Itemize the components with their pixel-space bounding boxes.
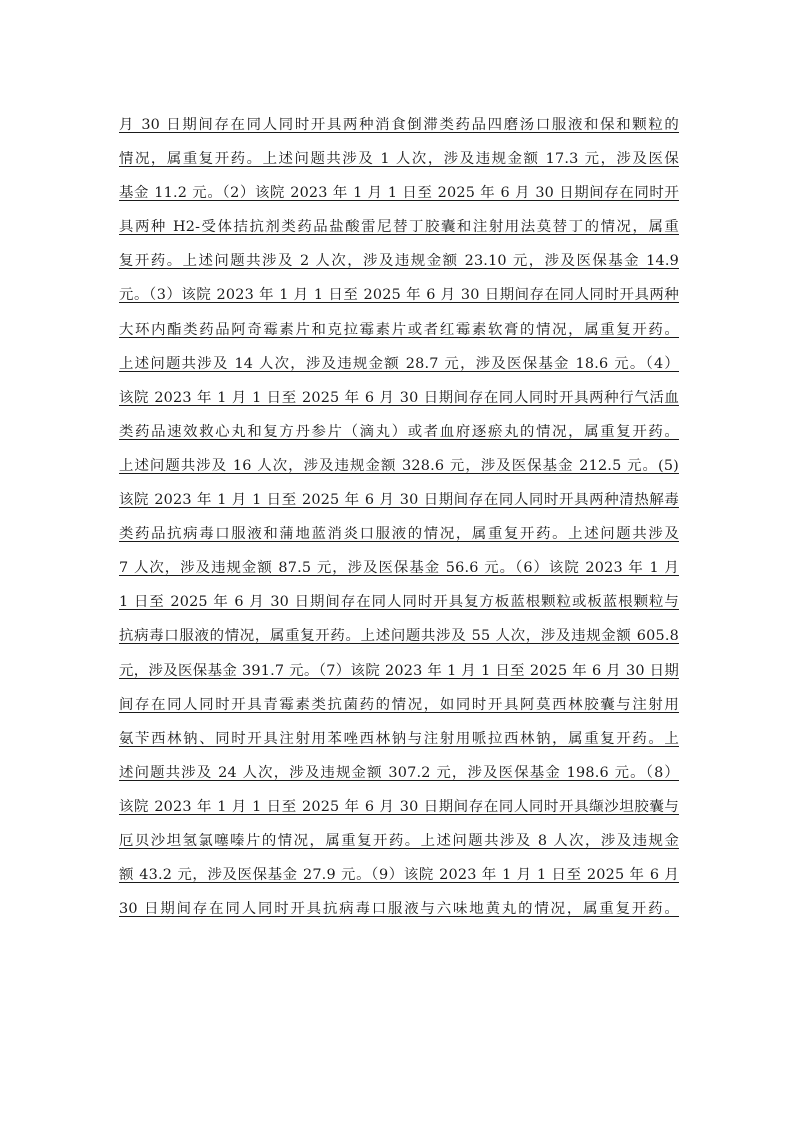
text-line: 月 30 日期间存在同人同时开具两种消食倒滞类药品四磨汤口服液和保和颗粒的 [119,117,679,133]
text-line: 7 人次，涉及违规金额 87.5 元，涉及医保基金 56.6 元。（6）该院 2023 年 1 月 [119,560,679,577]
text-line: 基金 11.2 元。（2）该院 2023 年 1 月 1 日至 2025 年 6 月 30 日期间存在同时开 [119,185,679,202]
text-line: 1 日至 2025 年 6 月 30 日期间存在同人同时开具复方板蓝根颗粒或板蓝根颗粒与 [119,594,679,611]
text-line: 情况，属重复开药。上述问题共涉及 1 人次，涉及违规金额 17.3 元，涉及医保 [119,151,679,168]
text-line: 复开药。上述问题共涉及 2 人次，涉及违规金额 23.10 元，涉及医保基金 14.9 [119,253,679,270]
text-line: 该院 2023 年 1 月 1 日至 2025 年 6 月 30 日期间存在同人同时开具两种行气活血 [119,389,679,406]
text-line: 上述问题共涉及 14 人次，涉及违规金额 28.7 元，涉及医保基金 18.6 元。（4） [119,355,679,372]
text-line: 该院 2023 年 1 月 1 日至 2025 年 6 月 30 日期间存在同人同时开具缬沙坦胶囊与 [119,798,679,815]
text-line: 类药品抗病毒口服液和蒲地蓝消炎口服液的情况，属重复开药。上述问题共涉及 [119,526,679,543]
text-line: 元，涉及医保基金 391.7 元。（7）该院 2023 年 1 月 1 日至 2025 年 6 月 30 日期 [119,662,679,679]
text-line: 上述问题共涉及 16 人次，涉及违规金额 328.6 元，涉及医保基金 212.5 元。(5) [119,457,679,474]
text-line: 间存在同人同时开具青霉素类抗菌药的情况，如同时开具阿莫西林胶囊与注射用 [119,696,679,713]
body-text [119,110,679,928]
text-line: 厄贝沙坦氢氯噻嗪片的情况，属重复开药。上述问题共涉及 8 人次，涉及违规金 [119,832,679,849]
text-line: 30 日期间存在同人同时开具抗病毒口服液与六味地黄丸的情况，属重复开药。 [119,901,679,918]
text-line: 该院 2023 年 1 月 1 日至 2025 年 6 月 30 日期间存在同人同时开具两种清热解毒 [119,492,679,509]
text-line: 氨苄西林钠、同时开具注射用苯唑西林钠与注射用哌拉西林钠，属重复开药。上 [119,730,679,747]
text-line: 抗病毒口服液的情况，属重复开药。上述问题共涉及 55 人次，涉及违规金额 605.8 [119,628,679,645]
text-line: 额 43.2 元，涉及医保基金 27.9 元。（9）该院 2023 年 1 月 1 日至 2025 年 6 月 [119,867,679,884]
text-line: 述问题共涉及 24 人次，涉及违规金额 307.2 元，涉及医保基金 198.6 元。（8） [119,764,679,781]
text-line: 具两种 H2-受体拮抗剂类药品盐酸雷尼替丁胶囊和注射用法莫替丁的情况，属重 [119,219,679,236]
text-line: 大环内酯类药品阿奇霉素片和克拉霉素片或者红霉素软膏的情况，属重复开药。 [119,321,679,338]
text-line: 元。（3）该院 2023 年 1 月 1 日至 2025 年 6 月 30 日期间存在同人同时开具两种 [119,287,679,304]
text-line: 类药品速效救心丸和复方丹参片（滴丸）或者血府逐瘀丸的情况，属重复开药。 [119,423,679,440]
